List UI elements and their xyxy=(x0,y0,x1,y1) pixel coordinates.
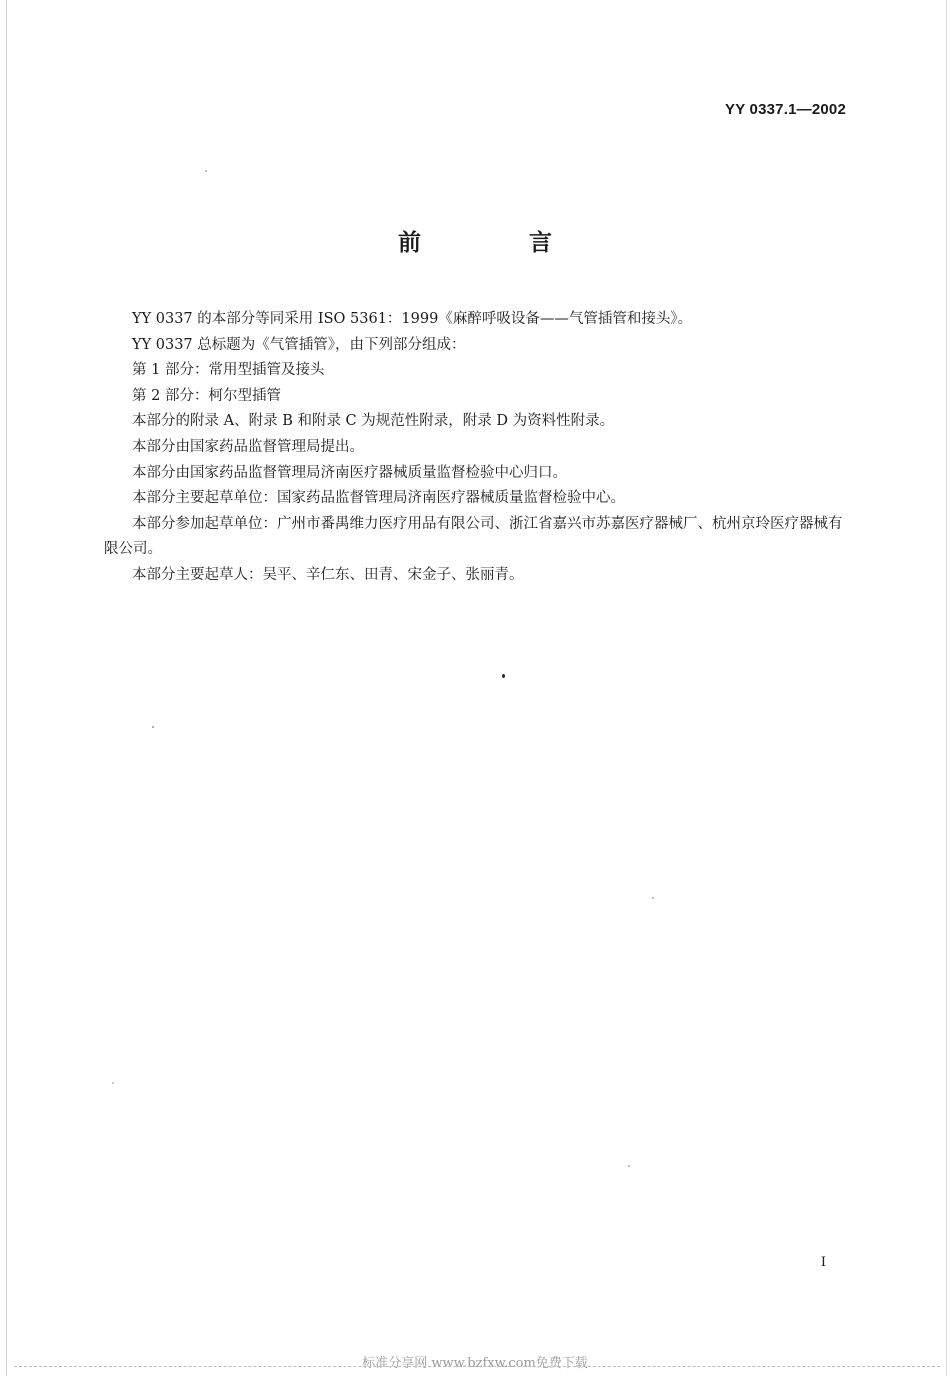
paragraph: 本部分主要起草人：吴平、辛仁东、田青、宋金子、张丽青。 xyxy=(132,566,524,583)
paragraph: 第 2 部分：柯尔型插管 xyxy=(132,387,281,404)
footer-watermark: 标准分享网 www.bzfxw.com免费下载 xyxy=(362,1356,588,1371)
paragraph: 本部分由国家药品监督管理局提出。 xyxy=(132,438,364,455)
paragraph: 本部分参加起草单位：广州市番禺维力医疗用品有限公司、浙江省嘉兴市苏嘉医疗器械厂、杭州京玲医疗器械有限公司。 xyxy=(104,515,843,558)
standard-code: YY 0337.1—2002 xyxy=(725,101,846,118)
paragraph: 本部分主要起草单位：国家药品监督管理局济南医疗器械质量监督检验中心。 xyxy=(132,490,625,507)
scan-speck xyxy=(205,170,207,172)
page-number: I xyxy=(820,1255,826,1270)
footer-divider xyxy=(14,1366,940,1367)
scan-speck xyxy=(112,1082,114,1084)
foreword-body xyxy=(104,307,848,589)
page-edge-right xyxy=(946,0,947,1376)
page-title: 前 言 xyxy=(397,230,602,256)
scan-speck xyxy=(152,726,154,728)
paragraph: YY 0337 总标题为《气管插管》，由下列部分组成： xyxy=(132,336,466,353)
paragraph: 本部分的附录 A、附录 B 和附录 C 为规范性附录，附录 D 为资料性附录。 xyxy=(132,413,615,430)
page-edge-left xyxy=(6,0,7,1376)
scan-speck xyxy=(502,674,505,678)
paragraph: 本部分由国家药品监督管理局济南医疗器械质量监督检验中心归口。 xyxy=(132,464,567,481)
paragraph: 第 1 部分：常用型插管及接头 xyxy=(132,362,325,379)
scan-speck xyxy=(628,1165,630,1167)
paragraph: YY 0337 的本部分等同采用 ISO 5361：1999《麻醉呼吸设备——气管插管和接头》。 xyxy=(132,311,693,327)
scan-speck xyxy=(652,897,654,899)
